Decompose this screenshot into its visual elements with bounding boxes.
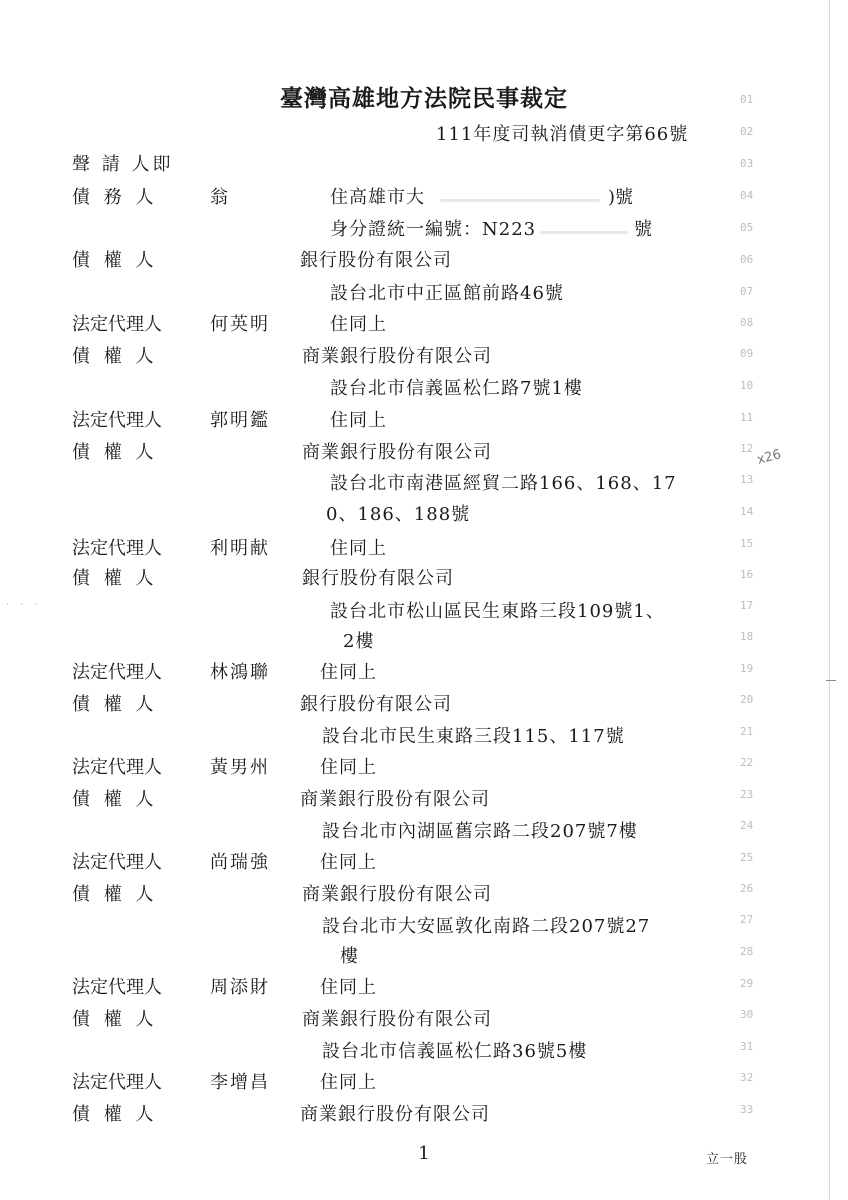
party-detail: 住同上 — [330, 410, 387, 431]
party-name: 尚瑞強 — [210, 852, 270, 873]
line-number: 10 — [740, 379, 754, 392]
party-role-label: 法定代理人 — [72, 1072, 162, 1093]
clerk-section: 立一股 — [706, 1152, 749, 1167]
party-role-label: 聲 請 人即 — [72, 154, 174, 175]
party-name: 翁 — [210, 187, 230, 208]
line-number: 23 — [740, 788, 754, 801]
line-number: 18 — [740, 630, 754, 643]
line-number: 17 — [740, 599, 754, 612]
line-number: 07 — [740, 285, 754, 298]
party-row — [0, 1100, 848, 1131]
party-row — [0, 500, 848, 531]
line-number: 19 — [740, 662, 754, 675]
margin-tick — [826, 680, 836, 681]
party-detail: 商業銀行股份有限公司 — [300, 1104, 490, 1125]
party-name: 郭明鑑 — [210, 410, 270, 431]
party-detail: 設台北市大安區敦化南路二段207號27 — [322, 916, 651, 937]
party-row — [0, 310, 848, 341]
party-row — [0, 564, 848, 595]
party-row — [0, 534, 848, 565]
line-number: 25 — [740, 851, 754, 864]
line-number: 02 — [740, 125, 754, 138]
party-name: 林鴻聯 — [210, 662, 270, 683]
line-number: 28 — [740, 945, 754, 958]
party-row — [0, 848, 848, 879]
party-detail: 住同上 — [320, 757, 377, 778]
document-title: 臺灣高雄地方法院民事裁定 — [280, 85, 568, 112]
line-number: 26 — [740, 882, 754, 895]
line-number: 29 — [740, 977, 754, 990]
party-row — [0, 690, 848, 721]
party-role-label: 債 權 人 — [72, 884, 158, 905]
party-row — [0, 1037, 848, 1068]
party-detail: 設台北市信義區松仁路7號1樓 — [330, 378, 583, 399]
party-role-label: 債 權 人 — [72, 694, 158, 715]
party-row — [0, 438, 848, 469]
party-row — [0, 722, 848, 753]
page-number: 1 — [418, 1143, 430, 1164]
party-row — [0, 246, 848, 277]
line-number: 06 — [740, 253, 754, 266]
party-detail: 設台北市中正區館前路46號 — [330, 283, 564, 304]
party-detail: 銀行股份有限公司 — [302, 568, 454, 589]
party-row — [0, 785, 848, 816]
party-role-label: 債 權 人 — [72, 442, 158, 463]
party-detail: 2樓 — [343, 631, 375, 652]
line-number: 22 — [740, 756, 754, 769]
party-row — [0, 597, 848, 628]
party-role-label: 法定代理人 — [72, 314, 162, 335]
party-role-label: 法定代理人 — [72, 538, 162, 559]
party-row — [0, 912, 848, 943]
line-number: 15 — [740, 537, 754, 550]
line-number: 21 — [740, 725, 754, 738]
party-detail: 住同上 — [320, 977, 377, 998]
party-row — [0, 215, 848, 246]
party-role-label: 債 權 人 — [72, 1104, 158, 1125]
line-number: 32 — [740, 1071, 754, 1084]
party-row — [0, 406, 848, 437]
line-number: 14 — [740, 505, 754, 518]
party-role-label: 法定代理人 — [72, 410, 162, 431]
line-number: 08 — [740, 316, 754, 329]
line-number: 16 — [740, 568, 754, 581]
line-number: 04 — [740, 189, 754, 202]
party-row — [0, 279, 848, 310]
party-detail: 住同上 — [320, 662, 377, 683]
party-detail: 身分證統一編號：N223 — [330, 219, 537, 240]
redaction-mark — [540, 231, 628, 234]
party-row — [0, 469, 848, 500]
line-number: 24 — [740, 819, 754, 832]
party-detail: 0、186、188號 — [326, 504, 471, 525]
party-detail: 設台北市信義區松仁路36號5樓 — [322, 1041, 588, 1062]
party-detail: 設台北市松山區民生東路三段109號1、 — [330, 601, 665, 622]
party-role-label: 債 權 人 — [72, 568, 158, 589]
party-role-label: 法定代理人 — [72, 977, 162, 998]
party-detail: 設台北市內湖區舊宗路二段207號7樓 — [322, 821, 638, 842]
party-name: 利明献 — [210, 538, 270, 559]
party-row — [0, 880, 848, 911]
party-role-label: 債 權 人 — [72, 1009, 158, 1030]
party-row — [0, 817, 848, 848]
party-row — [0, 942, 848, 973]
line-number: 05 — [740, 221, 754, 234]
party-detail: 商業銀行股份有限公司 — [300, 789, 490, 810]
party-detail-tail: 號 — [634, 219, 652, 240]
party-detail: 設台北市民生東路三段115、117號 — [322, 726, 625, 747]
line-number: 11 — [740, 411, 754, 424]
party-detail: 銀行股份有限公司 — [300, 250, 452, 271]
party-role-label: 債 務 人 — [72, 187, 158, 208]
line-number: 27 — [740, 913, 754, 926]
party-detail: 住同上 — [320, 852, 377, 873]
party-row — [0, 342, 848, 373]
party-role-label: 債 權 人 — [72, 789, 158, 810]
party-row — [0, 658, 848, 689]
party-role-label: 法定代理人 — [72, 757, 162, 778]
party-detail: 商業銀行股份有限公司 — [302, 442, 492, 463]
party-row — [0, 183, 848, 214]
party-role-label: 債 權 人 — [72, 250, 158, 271]
party-name: 李增昌 — [210, 1072, 270, 1093]
party-row — [0, 627, 848, 658]
party-detail: 住同上 — [330, 538, 387, 559]
line-number: 20 — [740, 693, 754, 706]
line-number: 33 — [740, 1103, 754, 1116]
line-number: 31 — [740, 1040, 754, 1053]
party-detail: 住同上 — [320, 1072, 377, 1093]
party-name: 何英明 — [210, 314, 270, 335]
party-row — [0, 973, 848, 1004]
line-number: 13 — [740, 473, 754, 486]
party-row — [0, 753, 848, 784]
party-detail: 設台北市南港區經貿二路166、168、17 — [330, 473, 677, 494]
line-number: 09 — [740, 347, 754, 360]
line-number: 01 — [740, 93, 754, 106]
party-detail-tail: )號 — [608, 187, 634, 208]
party-detail: 商業銀行股份有限公司 — [302, 1009, 492, 1030]
handwritten-mark: x26 — [755, 447, 783, 468]
party-name: 黃男州 — [210, 757, 270, 778]
redaction-mark — [440, 199, 600, 202]
party-detail: 住高雄市大 — [330, 187, 425, 208]
line-number: 30 — [740, 1008, 754, 1021]
party-detail: 商業銀行股份有限公司 — [302, 346, 492, 367]
party-role-label: 債 權 人 — [72, 346, 158, 367]
party-role-label: 法定代理人 — [72, 662, 162, 683]
line-number: 03 — [740, 157, 754, 170]
party-row — [0, 1068, 848, 1099]
party-row — [0, 150, 848, 181]
party-detail: 樓 — [340, 946, 359, 967]
party-name: 周添財 — [210, 977, 270, 998]
party-detail: 銀行股份有限公司 — [300, 694, 452, 715]
line-number: 12 — [740, 442, 754, 455]
party-detail: 住同上 — [330, 314, 387, 335]
party-row — [0, 1005, 848, 1036]
party-role-label: 法定代理人 — [72, 852, 162, 873]
party-row — [0, 374, 848, 405]
party-detail: 商業銀行股份有限公司 — [302, 884, 492, 905]
case-number: 111年度司執消債更字第66號 — [436, 124, 689, 145]
margin-speckle: · · · — [6, 600, 42, 611]
